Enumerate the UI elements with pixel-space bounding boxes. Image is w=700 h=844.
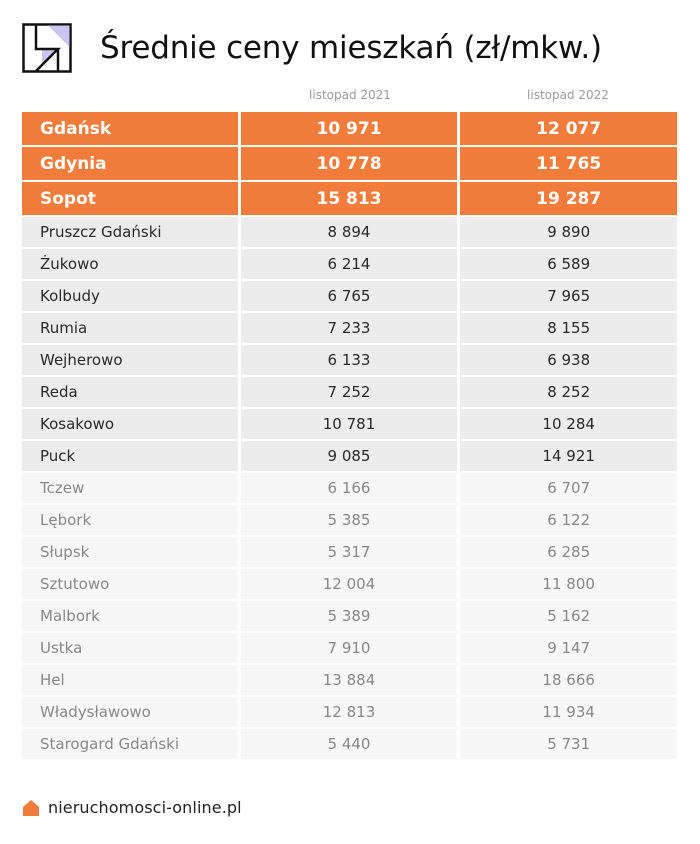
- city-name: Sopot: [22, 182, 238, 215]
- price-2022: 9 890: [460, 217, 677, 247]
- column-headers: [22, 88, 677, 108]
- city-name: Władysławowo: [22, 697, 238, 727]
- table-row: [22, 569, 677, 601]
- table-row: [22, 441, 677, 473]
- table-row: [22, 182, 677, 217]
- table-row: [22, 249, 677, 281]
- price-2022: 14 921: [460, 441, 677, 471]
- price-2021: 9 085: [241, 441, 458, 471]
- table-row: [22, 633, 677, 665]
- page-title: Średnie ceny mieszkań (zł/mkw.): [100, 29, 602, 66]
- city-name: Ustka: [22, 633, 238, 663]
- city-name: Rumia: [22, 313, 238, 343]
- city-name: Tczew: [22, 473, 238, 503]
- city-name: Kolbudy: [22, 281, 238, 311]
- city-name: Żukowo: [22, 249, 238, 279]
- price-2022: 12 077: [460, 112, 677, 145]
- city-name: Puck: [22, 441, 238, 471]
- table-row: [22, 537, 677, 569]
- price-2021: 6 133: [241, 345, 458, 375]
- price-2021: 7 910: [241, 633, 458, 663]
- price-2021: 5 440: [241, 729, 458, 759]
- price-2022: 6 589: [460, 249, 677, 279]
- price-2022: 5 731: [460, 729, 677, 759]
- price-2022: 19 287: [460, 182, 677, 215]
- price-2022: 10 284: [460, 409, 677, 439]
- price-2022: 11 765: [460, 147, 677, 180]
- city-name: Starogard Gdański: [22, 729, 238, 759]
- price-2021: 5 389: [241, 601, 458, 631]
- price-2021: 15 813: [241, 182, 458, 215]
- city-name: Słupsk: [22, 537, 238, 567]
- table-row: [22, 665, 677, 697]
- price-2021: 10 778: [241, 147, 458, 180]
- column-header-2021: listopad 2021: [309, 88, 391, 102]
- table-row: [22, 217, 677, 249]
- price-2022: 11 934: [460, 697, 677, 727]
- price-2022: 7 965: [460, 281, 677, 311]
- price-2021: 5 385: [241, 505, 458, 535]
- price-2022: 6 938: [460, 345, 677, 375]
- city-name: Gdynia: [22, 147, 238, 180]
- city-name: Malbork: [22, 601, 238, 631]
- footer-source: nieruchomosci-online.pl: [48, 798, 242, 817]
- city-name: Reda: [22, 377, 238, 407]
- table-row: [22, 601, 677, 633]
- table-row: [22, 473, 677, 505]
- table-row: [22, 697, 677, 729]
- price-2021: 10 781: [241, 409, 458, 439]
- price-table: [22, 112, 677, 761]
- price-2022: 8 252: [460, 377, 677, 407]
- table-row: [22, 729, 677, 761]
- price-2021: 7 233: [241, 313, 458, 343]
- price-2021: 12 813: [241, 697, 458, 727]
- price-2022: 6 285: [460, 537, 677, 567]
- table-row: [22, 147, 677, 182]
- price-2022: 5 162: [460, 601, 677, 631]
- table-row: [22, 377, 677, 409]
- table-row: [22, 281, 677, 313]
- price-2021: 7 252: [241, 377, 458, 407]
- table-row: [22, 313, 677, 345]
- price-2021: 5 317: [241, 537, 458, 567]
- price-2022: 9 147: [460, 633, 677, 663]
- table-row: [22, 409, 677, 441]
- price-2021: 13 884: [241, 665, 458, 695]
- price-2022: 8 155: [460, 313, 677, 343]
- header: [22, 22, 602, 74]
- price-2021: 6 166: [241, 473, 458, 503]
- price-2021: 6 765: [241, 281, 458, 311]
- column-header-2022: listopad 2022: [527, 88, 609, 102]
- city-name: Lębork: [22, 505, 238, 535]
- house-icon: [22, 799, 40, 817]
- city-name: Gdańsk: [22, 112, 238, 145]
- city-name: Pruszcz Gdański: [22, 217, 238, 247]
- price-2022: 6 707: [460, 473, 677, 503]
- city-name: Kosakowo: [22, 409, 238, 439]
- city-name: Sztutowo: [22, 569, 238, 599]
- price-2022: 6 122: [460, 505, 677, 535]
- city-name: Wejherowo: [22, 345, 238, 375]
- city-name: Hel: [22, 665, 238, 695]
- brand-logo-icon: [22, 23, 72, 73]
- price-2021: 10 971: [241, 112, 458, 145]
- table-row: [22, 505, 677, 537]
- table-row: [22, 112, 677, 147]
- price-2021: 6 214: [241, 249, 458, 279]
- price-2021: 8 894: [241, 217, 458, 247]
- table-row: [22, 345, 677, 377]
- price-2021: 12 004: [241, 569, 458, 599]
- price-2022: 11 800: [460, 569, 677, 599]
- price-2022: 18 666: [460, 665, 677, 695]
- footer: [22, 798, 242, 817]
